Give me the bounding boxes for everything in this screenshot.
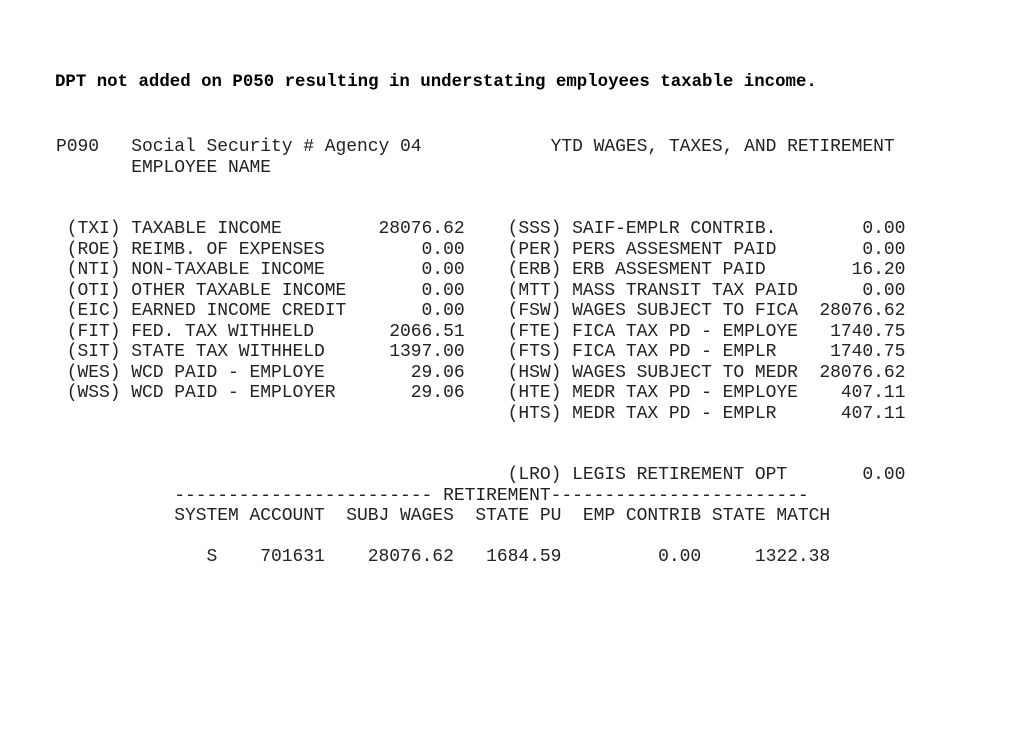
income-row-eic: (EIC) EARNED INCOME CREDIT 0.00 (FSW) WAGES SUBJECT TO FICA 28076.62: [56, 301, 906, 321]
income-row-fit: (FIT) FED. TAX WITHHELD 2066.51 (FTE) FICA TAX PD - EMPLOYE 1740.75: [56, 321, 906, 342]
retirement-divider: ------------------------ RETIREMENT------------------------: [56, 485, 809, 506]
blank-line: [56, 424, 905, 445]
income-row-hts: (HTS) MEDR TAX PD - EMPLR 407.11: [56, 403, 906, 424]
blank-line: [56, 199, 905, 220]
income-row-oti: (OTI) OTHER TAXABLE INCOME 0.00 (MTT) MASS TRANSIT TAX PAID 0.00: [56, 280, 906, 301]
income-row-roe: (ROE) REIMB. OF EXPENSES 0.00 (PER) PERS ASSESMENT PAID 0.00: [56, 239, 906, 260]
employee-name-line: EMPLOYEE NAME: [56, 157, 272, 178]
income-row-wss: (WSS) WCD PAID - EMPLOYER 29.06 (HTE) MEDR TAX PD - EMPLOYE 407.11: [56, 383, 906, 403]
screen-title-line: P090 Social Security # Agency 04 YTD WAGES, TAXES, AND RETIREMENT: [56, 137, 895, 157]
page-heading: DPT not added on P050 resulting in understating employees taxable income.: [55, 73, 817, 92]
retirement-data-row: S 701631 28076.62 1684.59 0.00 1322.38: [56, 547, 831, 567]
blank-line: [56, 178, 905, 199]
terminal-screen: [56, 137, 905, 568]
income-row-txi: (TXI) TAXABLE INCOME 28076.62 (SSS) SAIF-EMPLR CONTRIB. 0.00: [56, 219, 906, 239]
blank-line: [56, 445, 905, 466]
income-row-wes: (WES) WCD PAID - EMPLOYE 29.06 (HSW) WAGES SUBJECT TO MEDR 28076.62: [56, 362, 906, 383]
blank-line: [56, 527, 905, 548]
income-row-nti: (NTI) NON-TAXABLE INCOME 0.00 (ERB) ERB ASSESMENT PAID 16.20: [56, 260, 906, 280]
retirement-header: SYSTEM ACCOUNT SUBJ WAGES STATE PU EMP CONTRIB STATE MATCH: [56, 506, 831, 526]
income-row-sit: (SIT) STATE TAX WITHHELD 1397.00 (FTS) FICA TAX PD - EMPLR 1740.75: [56, 342, 906, 362]
legis-retirement-row: (LRO) LEGIS RETIREMENT OPT 0.00: [56, 465, 906, 485]
